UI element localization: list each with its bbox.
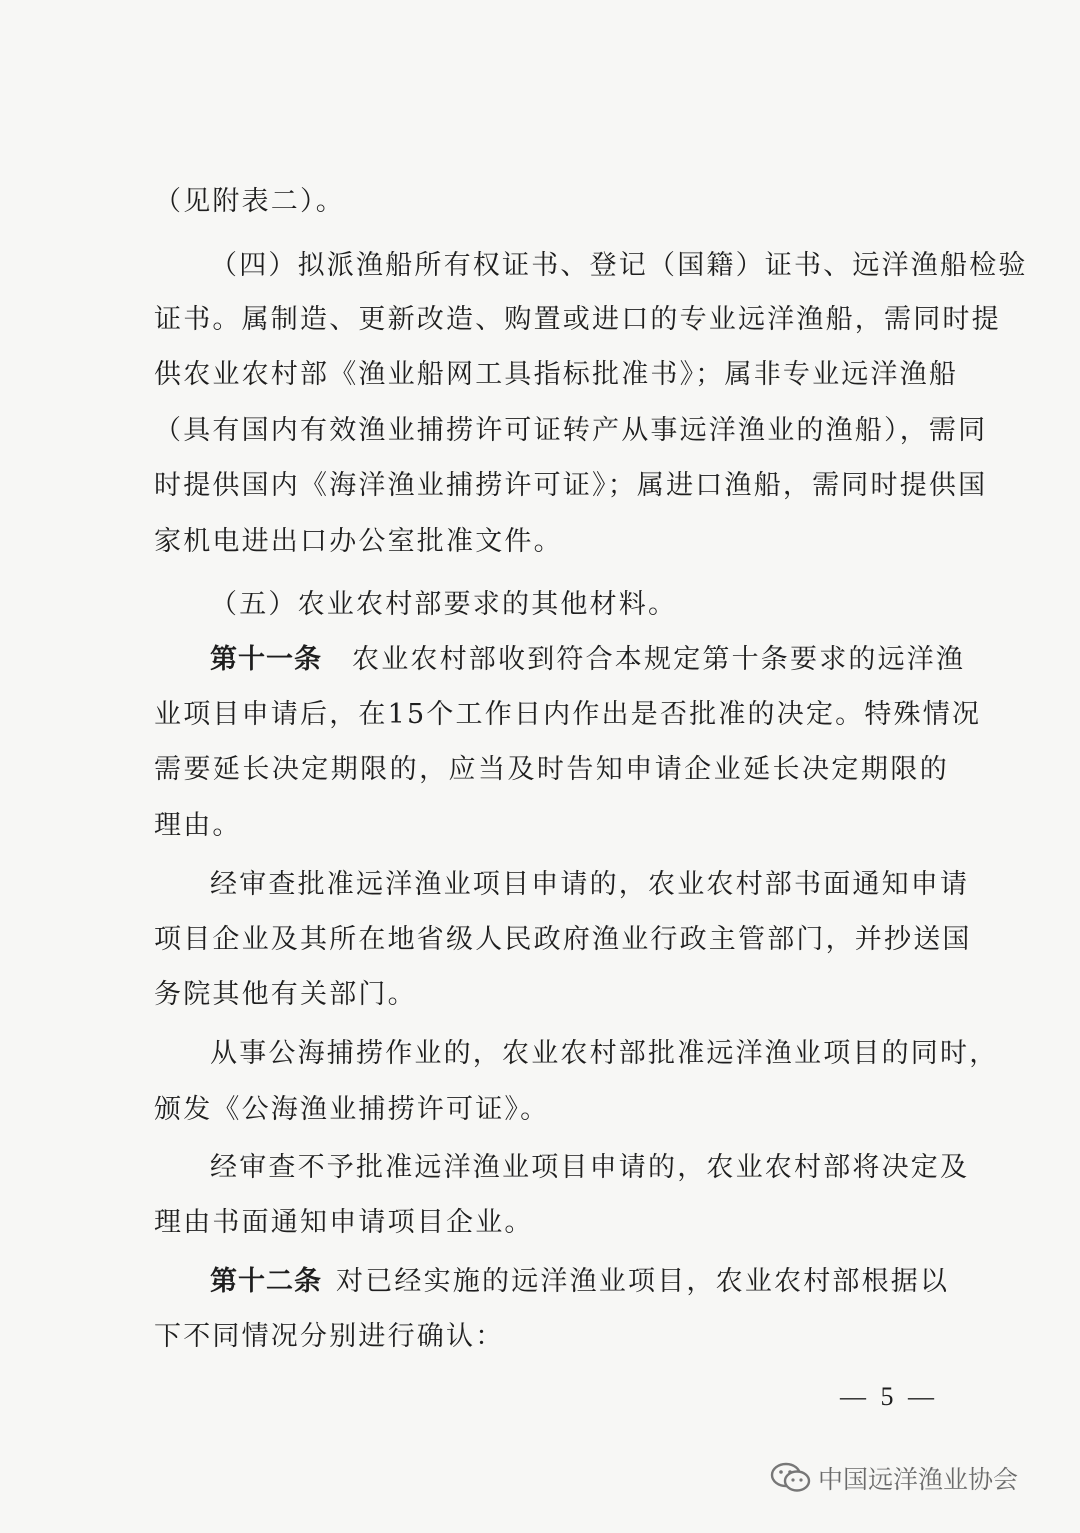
article-11-title: 第十一条 bbox=[210, 644, 322, 675]
text-line: （具有国内有效渔业捕捞许可证转产从事远洋渔业的渔船），需同 bbox=[154, 415, 988, 446]
text-line: 从事公海捕捞作业的，农业农村部批准远洋渔业项目的同时， bbox=[210, 1038, 999, 1069]
text-line: 经审查批准远洋渔业项目申请的，农业农村部书面通知申请 bbox=[210, 869, 970, 900]
text-line: 需要延长决定期限的，应当及时告知申请企业延长决定期限的 bbox=[154, 754, 949, 785]
watermark bbox=[770, 1458, 1018, 1498]
text-line: 理由书面通知申请项目企业。 bbox=[154, 1207, 534, 1238]
text-line: 颁发《公海渔业捕捞许可证》。 bbox=[154, 1094, 550, 1125]
text-line: 业项目申请后，在15个工作日内作出是否批准的决定。特殊情况 bbox=[154, 699, 982, 730]
text-line: 家机电进出口办公室批准文件。 bbox=[154, 526, 563, 557]
page-number: — 5 — bbox=[840, 1382, 938, 1411]
text-line: 经审查不予批准远洋渔业项目申请的，农业农村部将决定及 bbox=[210, 1152, 970, 1183]
text-line: 理由。 bbox=[154, 810, 242, 841]
text-line: （五）农业农村部要求的其他材料。 bbox=[210, 589, 678, 620]
text-line: 证书。属制造、更新改造、购置或进口的专业远洋渔船，需同时提 bbox=[154, 304, 1001, 335]
text-line: 对已经实施的远洋渔业项目，农业农村部根据以 bbox=[336, 1266, 950, 1297]
text-line: 务院其他有关部门。 bbox=[154, 979, 417, 1010]
text-line: （见附表二）。 bbox=[154, 186, 345, 217]
text-line: 下不同情况分别进行确认： bbox=[154, 1321, 505, 1352]
text-line: 项目企业及其所在地省级人民政府渔业行政主管部门，并抄送国 bbox=[154, 924, 972, 955]
article-11-first-line bbox=[210, 640, 966, 680]
text-line: 农业农村部收到符合本规定第十条要求的远洋渔 bbox=[352, 644, 966, 675]
text-line: 时提供国内《海洋渔业捕捞许可证》；属进口渔船，需同时提供国 bbox=[154, 470, 988, 501]
text-line: 供农业农村部《渔业船网工具指标批准书》；属非专业远洋渔船 bbox=[154, 359, 959, 390]
wechat-icon bbox=[770, 1461, 812, 1495]
article-12-title: 第十二条 bbox=[210, 1266, 322, 1297]
text-line: （四）拟派渔船所有权证书、登记（国籍）证书、远洋渔船检验 bbox=[210, 250, 1028, 281]
article-12-first-line bbox=[210, 1262, 949, 1302]
watermark-text: 中国远洋渔业协会 bbox=[818, 1465, 1019, 1494]
